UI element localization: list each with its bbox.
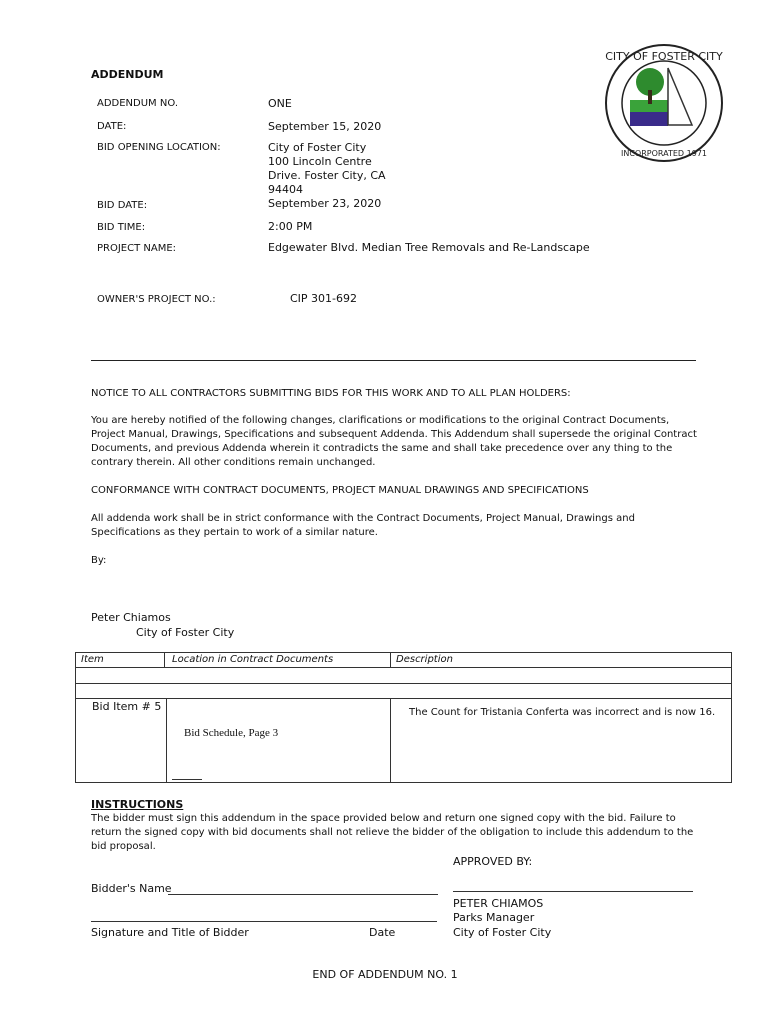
section-divider <box>91 360 696 361</box>
bid-date-value: September 23, 2020 <box>268 197 382 210</box>
bidders-name-line[interactable] <box>168 894 438 895</box>
location-line-1: City of Foster City <box>268 141 367 154</box>
conformance-heading: CONFORMANCE WITH CONTRACT DOCUMENTS, PROJECT MANUAL DRAWINGS AND SPECIFICATIONS <box>91 485 589 496</box>
location-line-4: 94404 <box>268 183 303 196</box>
table-cell-description: The Count for Tristania Conferta was incorrect and is now 16. <box>409 707 716 718</box>
signer-name: Peter Chiamos <box>91 611 171 624</box>
project-name-value: Edgewater Blvd. Median Tree Removals and Re-Landscape <box>268 241 590 254</box>
table-header-location: Location in Contract Documents <box>172 654 334 665</box>
signer-org: City of Foster City <box>136 626 235 639</box>
notice-heading: NOTICE TO ALL CONTRACTORS SUBMITTING BIDS FOR THIS WORK AND TO ALL PLAN HOLDERS: <box>91 388 571 399</box>
seal-top-text: CITY OF FOSTER CITY <box>605 50 723 63</box>
approver-signature-line[interactable] <box>453 891 693 892</box>
bid-time-label: BID TIME: <box>97 222 146 233</box>
seal-bottom-text: INCORPORATED 1971 <box>621 149 707 158</box>
table-cell-location: Bid Schedule, Page 3 <box>184 727 279 739</box>
date-label: DATE: <box>97 121 127 132</box>
by-label: By: <box>91 555 107 566</box>
date-signature-label: Date <box>369 926 396 939</box>
table-header-item: Item <box>81 654 104 665</box>
approver-org: City of Foster City <box>453 926 552 939</box>
bidder-signature-line[interactable] <box>91 921 437 922</box>
signature-title-label: Signature and Title of Bidder <box>91 926 249 939</box>
bid-opening-location-label: BID OPENING LOCATION: <box>97 142 221 153</box>
document-title: ADDENDUM <box>91 68 164 81</box>
approved-by-label: APPROVED BY: <box>453 855 533 868</box>
project-name-label: PROJECT NAME: <box>97 243 177 254</box>
instructions-heading: INSTRUCTIONS <box>91 798 184 811</box>
bid-date-label: BID DATE: <box>97 200 148 211</box>
addendum-no-label: ADDENDUM NO. <box>97 98 178 109</box>
location-line-2: 100 Lincoln Centre <box>268 155 372 168</box>
owner-project-no-label: OWNER'S PROJECT NO.: <box>97 294 216 305</box>
instructions-body: The bidder must sign this addendum in the space provided below and return one signed copy with the bid. Failure to return the signed copy with bid documents shall not relieve the bidder of the obligation to include this addendum to the bid proposal. <box>91 813 694 852</box>
approver-title: Parks Manager <box>453 911 535 924</box>
date-value: September 15, 2020 <box>268 120 382 133</box>
footer-end-text: END OF ADDENDUM NO. 1 <box>312 968 458 981</box>
location-line-3: Drive. Foster City, CA <box>268 169 386 182</box>
approver-name: PETER CHIAMOS <box>453 897 544 910</box>
bid-time-value: 2:00 PM <box>268 220 313 233</box>
table-cell-item: Bid Item # 5 <box>92 700 162 713</box>
conformance-body: All addenda work shall be in strict conformance with the Contract Documents, Project Manual, Drawings and Specifications as they pertain to work of a similar nature. <box>91 513 635 538</box>
bidders-name-label: Bidder's Name <box>91 882 172 895</box>
table-header-description: Description <box>396 654 453 665</box>
owner-project-no-value: CIP 301-692 <box>290 292 358 305</box>
city-seal <box>600 40 728 166</box>
notice-body: You are hereby notified of the following changes, clarifications or modifications to the original Contract Documents, Project Manual, Drawings, Specifications and subsequent Addenda. This Addendum shall supersede the original Contract Documents, and previous Addenda wherein it contradicts the same and shall take precedence over any thing to the contrary therein. All other conditions remain unchanged. <box>91 415 697 468</box>
addendum-no-value: ONE <box>268 97 292 110</box>
